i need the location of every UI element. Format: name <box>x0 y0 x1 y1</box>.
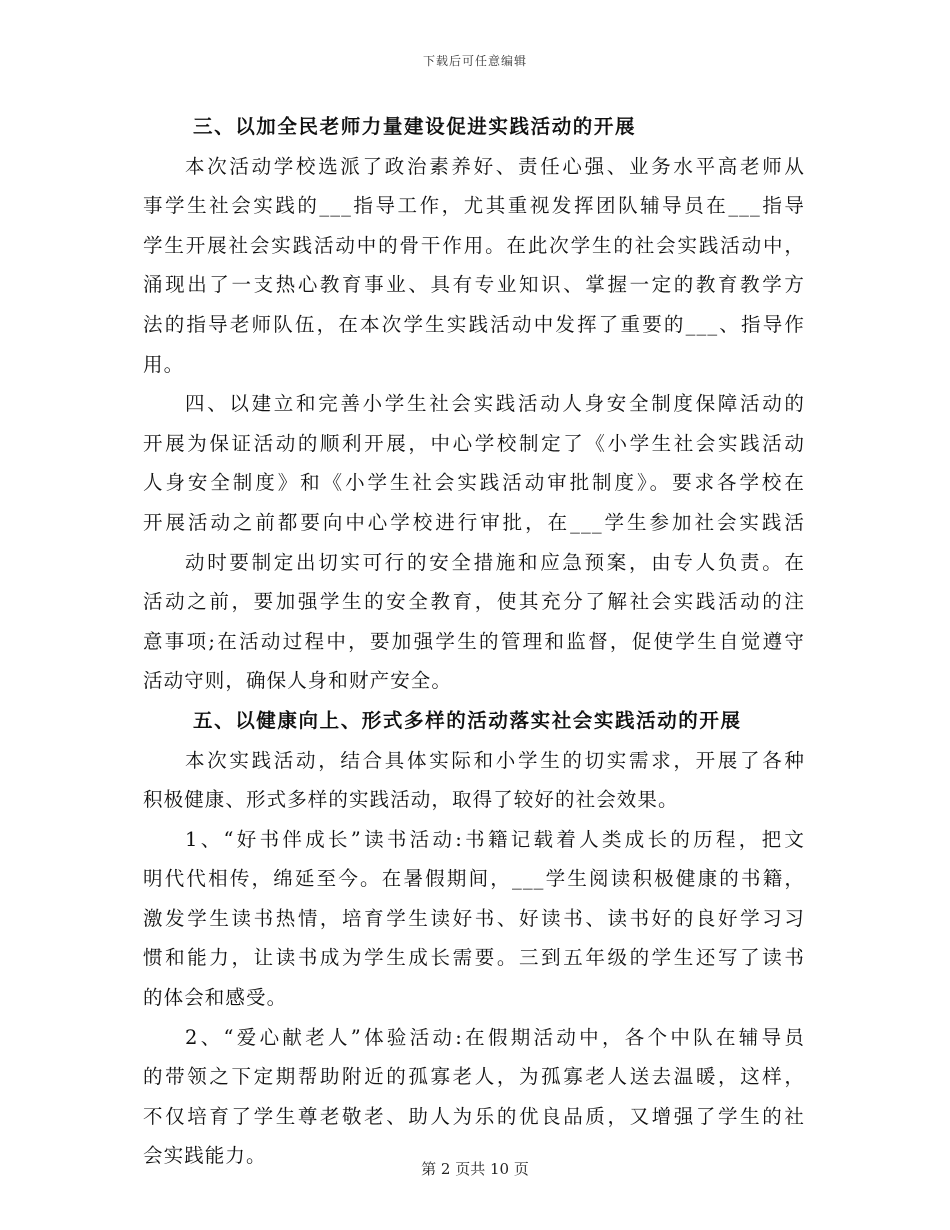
paragraph-line: 激发学生读书热情，培育学生读好书、好读书、读书好的良好学习习 <box>143 906 805 930</box>
paragraph-line: 的带领之下定期帮助附近的孤寡老人，为孤寡老人送去温暖，这样， <box>143 1065 805 1089</box>
paragraph-line: 2、“爱心献老人”体验活动:在假期活动中，各个中队在辅导员 <box>185 1025 805 1049</box>
section-heading-3: 三、以加全民老师力量建设促进实践活动的开展 <box>193 115 637 138</box>
paragraph-line: 明代代相传，绵延至今。在暑假期间，___学生阅读积极健康的书籍， <box>143 867 805 891</box>
section-heading-5: 五、以健康向上、形式多样的活动落实社会实践活动的开展 <box>193 708 742 732</box>
paragraph-line: 本次活动学校选派了政治素养好、责任心强、业务水平高老师从 <box>185 154 805 178</box>
paragraph-line: 开展为保证活动的顺利开展，中心学校制定了《小学生社会实践活动 <box>143 431 805 455</box>
page-header-watermark: 下载后可任意编辑 <box>422 54 527 68</box>
paragraph-line: 惯和能力，让读书成为学生成长需要。三到五年级的学生还写了读书 <box>143 946 805 970</box>
paragraph-line: 四、以建立和完善小学生社会实践活动人身安全制度保障活动的 <box>185 392 805 416</box>
paragraph-line: 的体会和感受。 <box>143 986 288 1010</box>
paragraph-line: 事学生社会实践的___指导工作，尤其重视发挥团队辅导员在___指导 <box>143 194 805 218</box>
paragraph-line: 人身安全制度》和《小学生社会实践活动审批制度》。要求各学校在 <box>143 471 805 495</box>
paragraph-line: 开展活动之前都要向中心学校进行审批，在___学生参加社会实践活 <box>143 510 805 534</box>
paragraph-line: 用。 <box>143 352 185 376</box>
document-body <box>143 107 805 1176</box>
paragraph-line: 1、“好书伴成长”读书活动:书籍记载着人类成长的历程，把文 <box>185 827 805 851</box>
paragraph-line: 不仅培育了学生尊老敬老、助人为乐的优良品质，又增强了学生的社 <box>143 1104 805 1128</box>
paragraph-line: 活动守则，确保人身和财产安全。 <box>143 669 453 693</box>
paragraph-line: 会实践能力。 <box>143 1144 267 1168</box>
paragraph-line: 本次实践活动，结合具体实际和小学生的切实需求，开展了各种 <box>185 748 805 772</box>
paragraph-line: 意事项;在活动过程中，要加强学生的管理和监督，促使学生自觉遵守 <box>143 629 805 653</box>
page-number-footer: 第 2 页共 10 页 <box>421 1160 529 1178</box>
paragraph-line: 活动之前，要加强学生的安全教育，使其充分了解社会实践活动的注 <box>143 590 805 614</box>
paragraph-line: 法的指导老师队伍，在本次学生实践活动中发挥了重要的___、指导作 <box>143 312 805 336</box>
paragraph-line: 动时要制定出切实可行的安全措施和应急预案，由专人负责。在 <box>185 550 805 574</box>
paragraph-line: 涌现出了一支热心教育事业、具有专业知识、掌握一定的教育教学方 <box>143 273 805 297</box>
paragraph-line: 积极健康、形式多样的实践活动，取得了较好的社会效果。 <box>143 788 679 812</box>
paragraph-line: 学生开展社会实践活动中的骨干作用。在此次学生的社会实践活动中， <box>143 233 805 257</box>
